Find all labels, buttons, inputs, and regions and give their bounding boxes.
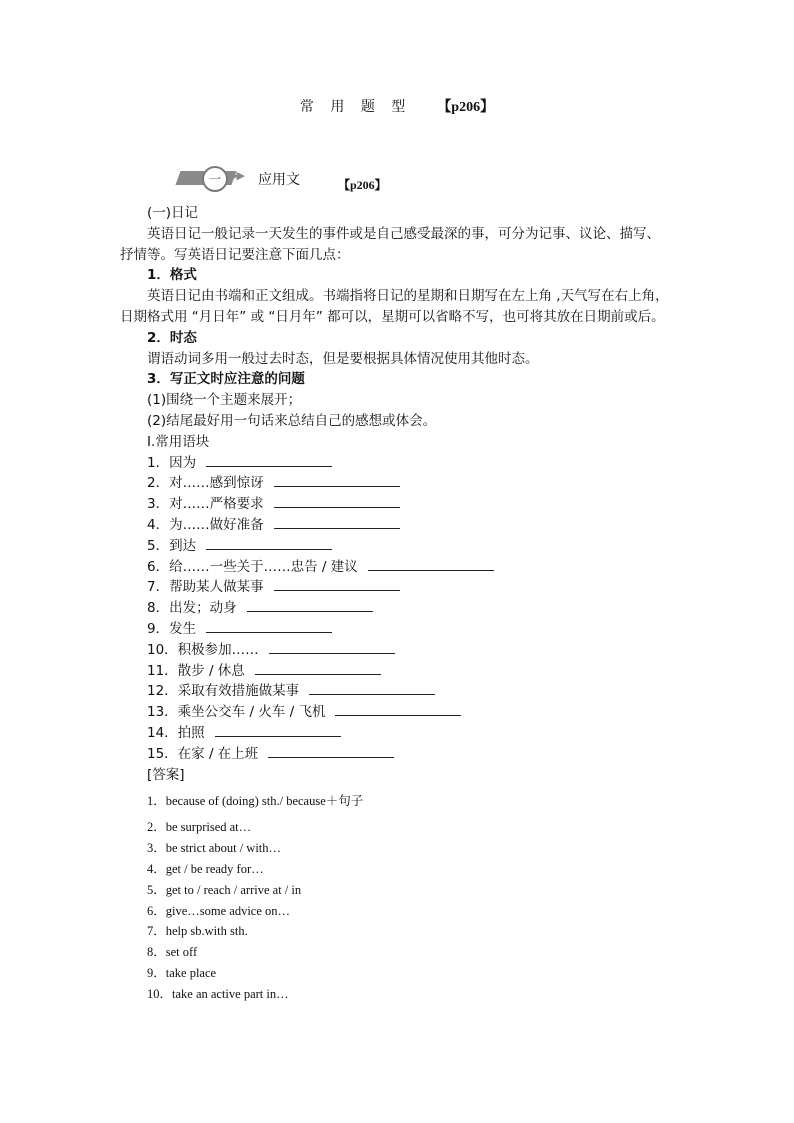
phrase-text: 3．对……严格要求 xyxy=(147,496,264,513)
phrase-item xyxy=(120,661,690,682)
answer-blank[interactable] xyxy=(269,640,395,654)
answer-blank[interactable] xyxy=(268,744,394,758)
answer-blank[interactable] xyxy=(335,702,461,716)
paragraph-line: (1)围绕一个主题来展开； xyxy=(147,392,302,409)
answer-blank[interactable] xyxy=(274,577,400,591)
answer-blank[interactable] xyxy=(309,681,435,695)
subheading-tense: 2．时态 xyxy=(147,329,197,346)
answer-item: 8．set off xyxy=(147,945,198,960)
phrase-text: 8．出发；动身 xyxy=(147,600,237,617)
phrase-item xyxy=(120,702,690,723)
phrase-text: 13．乘坐公交车 / 火车 / 飞机 xyxy=(147,704,326,721)
document-body xyxy=(120,203,690,1004)
phrase-item xyxy=(120,473,690,494)
phrase-item xyxy=(120,494,690,515)
blocks-heading: Ⅰ.常用语块 xyxy=(147,433,210,450)
page-ref: 【p206】 xyxy=(437,100,495,115)
answer-blank[interactable] xyxy=(274,515,400,529)
answer-blank[interactable] xyxy=(368,557,494,571)
answer-item: 2．be surprised at… xyxy=(147,820,252,835)
phrase-item xyxy=(120,577,690,598)
answer-item: 3．be strict about / with… xyxy=(147,841,282,856)
phrase-item xyxy=(120,619,690,640)
phrase-item xyxy=(120,453,690,474)
phrase-text: 7．帮助某人做某事 xyxy=(147,579,264,596)
paragraph-line: (2)结尾最好用一句话来总结自己的感想或体会。 xyxy=(147,412,437,429)
paragraph-line: 谓语动词多用一般过去时态，但是要根据具体情况使用其他时态。 xyxy=(147,350,539,367)
phrase-text: 2．对……感到惊讶 xyxy=(147,475,264,492)
section-label: 应用文 xyxy=(258,172,300,188)
paragraph-line: 英语日记一般记录一天发生的事件或是自己感受最深的事，可分为记事、议论、描写、 xyxy=(147,225,660,242)
phrase-text: 5．到达 xyxy=(147,537,197,554)
phrase-list xyxy=(120,453,690,765)
section-number-badge: 一 xyxy=(202,166,228,192)
answer-item: 10．take an active part in… xyxy=(147,986,289,1001)
subheading-format: 1．格式 xyxy=(147,267,197,284)
answer-item: 4．get / be ready for… xyxy=(147,861,264,876)
phrase-text: 4．为……做好准备 xyxy=(147,516,264,533)
phrase-item xyxy=(120,723,690,744)
phrase-text: 6．给……一些关于……忠告 / 建议 xyxy=(147,558,358,575)
answer-item: 5．get to / reach / arrive at / in xyxy=(147,882,302,897)
phrase-item xyxy=(120,640,690,661)
answer-item: 1．because of (doing) sth./ because＋句子 xyxy=(147,794,364,809)
paragraph-line: 英语日记由书端和正文组成。书端指将日记的星期和日期写在左上角 ,天气写在右上角， xyxy=(147,288,669,305)
phrase-item xyxy=(120,681,690,702)
paragraph-line: 抒情等。写英语日记要注意下面几点： xyxy=(120,246,350,263)
phrase-item xyxy=(120,744,690,765)
page-title xyxy=(0,96,794,116)
answer-blank[interactable] xyxy=(206,536,332,550)
phrase-text: 12．采取有效措施做某事 xyxy=(147,683,300,700)
answer-blank[interactable] xyxy=(206,619,332,633)
phrase-item xyxy=(120,598,690,619)
phrase-text: 14．拍照 xyxy=(147,724,205,741)
phrase-text: 9．发生 xyxy=(147,620,197,637)
phrase-item xyxy=(120,515,690,536)
page-title-text: 常 用 题 型 xyxy=(299,99,412,115)
subheading-notes: 3．写正文时应注意的问题 xyxy=(147,371,305,388)
answer-blank[interactable] xyxy=(274,473,400,487)
section-banner xyxy=(178,164,438,192)
phrase-text: 15．在家 / 在上班 xyxy=(147,745,259,762)
phrase-text: 11．散步 / 休息 xyxy=(147,662,245,679)
answer-item: 9．take place xyxy=(147,965,217,980)
answer-blank[interactable] xyxy=(206,453,332,467)
answer-list xyxy=(120,791,690,1004)
diary-heading: (一)日记 xyxy=(147,205,199,221)
answer-item: 7．help sb.with sth. xyxy=(147,924,248,939)
phrase-text: 1．因为 xyxy=(147,454,197,471)
answers-heading: [答案] xyxy=(147,766,185,783)
phrase-item xyxy=(120,536,690,557)
double-arrow-icon: ▶▶ xyxy=(230,169,243,182)
answer-blank[interactable] xyxy=(247,598,373,612)
phrase-item xyxy=(120,557,690,578)
answer-item: 6．give…some advice on… xyxy=(147,903,291,918)
answer-blank[interactable] xyxy=(215,723,341,737)
paragraph-line: 日期格式用 “月日年” 或 “日月年” 都可以，星期可以省略不写，也可将其放在日期前或后。 xyxy=(120,308,665,325)
section-ref: 【p206】 xyxy=(338,178,387,192)
answer-blank[interactable] xyxy=(255,661,381,675)
phrase-text: 10．积极参加…… xyxy=(147,641,259,658)
answer-blank[interactable] xyxy=(274,494,400,508)
